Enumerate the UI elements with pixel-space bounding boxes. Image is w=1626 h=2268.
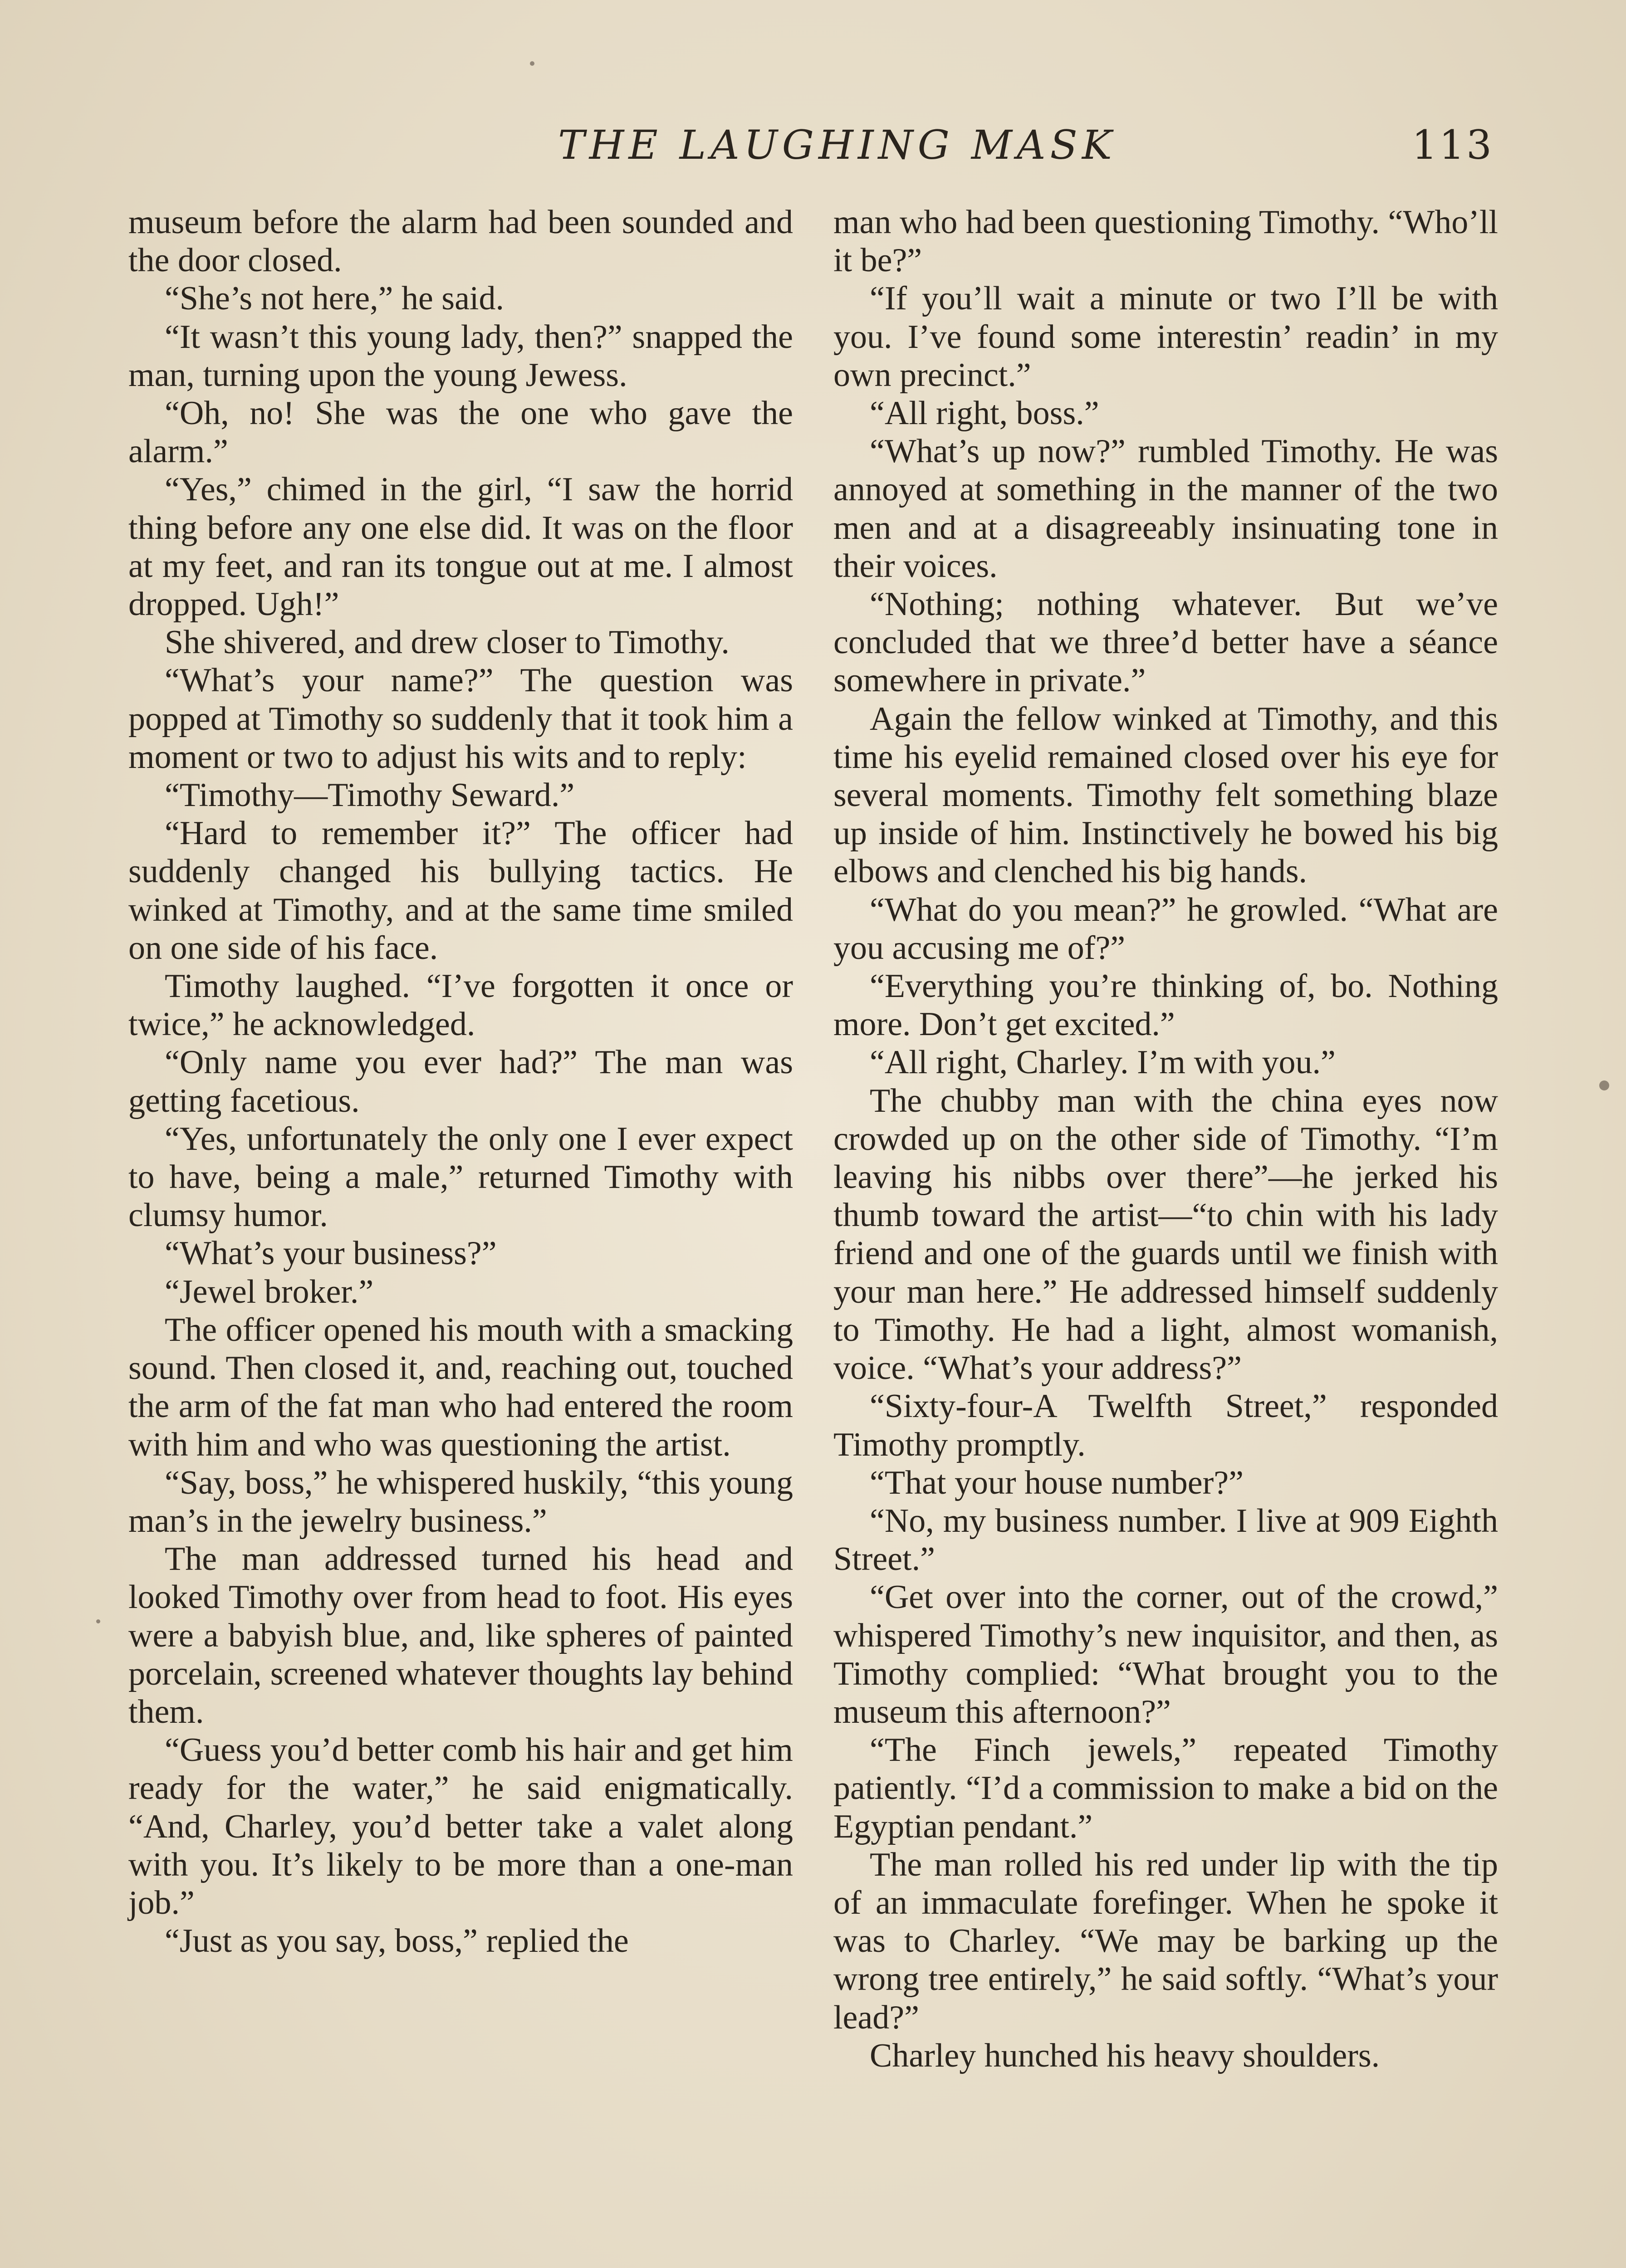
paragraph: “She’s not here,” he said.: [165, 280, 504, 318]
paragraph: “No, my business number. I live at 909 Eighth Street.”: [833, 1502, 1498, 1578]
left-column: [128, 203, 793, 1960]
paragraph: museum before the alarm had been sounded and the door closed.: [128, 204, 793, 279]
paragraph: “The Finch jewels,” repeated Timothy patiently. “I’d a commission to make a bid on the Egyptian pendant.”: [833, 1731, 1498, 1845]
paragraph: “Oh, no! She was the one who gave the alarm.”: [128, 395, 793, 470]
paragraph: “If you’ll wait a minute or two I’ll be with you. I’ve found some interestin’ readin’ in my own precinct.”: [833, 280, 1498, 394]
paper-speck: [1599, 1080, 1609, 1090]
paper-speck: [96, 1619, 100, 1623]
paragraph: “Hard to remember it?” The officer had suddenly changed his bullying tactics. He winked at Timothy, and at the same time smiled on one side of his face.: [128, 815, 793, 967]
running-header: [0, 122, 1626, 176]
paragraph: She shivered, and drew closer to Timothy.: [165, 624, 730, 661]
paragraph: “All right, Charley. I’m with you.”: [870, 1044, 1336, 1081]
paragraph: The officer opened his mouth with a smacking sound. Then closed it, and, reaching out, touched the arm of the fat man who had entered the room with him and who was questioning the artist.: [128, 1311, 793, 1463]
paragraph: “Timothy—Timothy Seward.”: [165, 777, 575, 814]
running-title: THE LAUGHING MASK: [558, 122, 1117, 168]
paragraph: “Nothing; nothing whatever. But we’ve concluded that we three’d better have a séance somewhere in private.”: [833, 586, 1498, 699]
paragraph: The man rolled his red under lip with the tip of an immaculate forefinger. When he spoke it was to Charley. “We may be barking up the wrong tree entirely,” he said softly. “What’s your lead?”: [833, 1846, 1498, 2036]
paragraph: “That your house number?”: [870, 1464, 1244, 1501]
paragraph: “Say, boss,” he whispered huskily, “this young man’s in the jewelry business.”: [128, 1464, 793, 1540]
paragraph: “Jewel broker.”: [165, 1273, 374, 1310]
paragraph: “It wasn’t this young lady, then?” snapped the man, turning upon the young Jewess.: [128, 318, 793, 394]
paragraph: man who had been questioning Timothy. “Who’ll it be?”: [833, 204, 1498, 279]
paragraph: “Just as you say, boss,” replied the: [165, 1922, 629, 1960]
paragraph: Again the fellow winked at Timothy, and this time his eyelid remained closed over his eye for several moments. Timothy felt something blaze up inside of him. Instinctively he bowed his big elbows and clenched his big hands.: [833, 700, 1498, 890]
paragraph: The chubby man with the china eyes now crowded up on the other side of Timothy. “I’m leaving his nibbs over there”—he jerked his thumb toward the artist—“to chin with his lady friend and one of the guards until we finish with your man here.” He addressed himself suddenly to Timothy. He had a light, almost womanish, voice. “What’s your address?”: [833, 1082, 1498, 1387]
paper-speck: [530, 61, 534, 66]
paragraph: “Everything you’re thinking of, bo. Nothing more. Don’t get excited.”: [833, 968, 1498, 1043]
paragraph: “Guess you’d better comb his hair and get him ready for the water,” he said enigmatically. “And, Charley, you’d better take a valet along with you. It’s likely to be more than a one-man job.”: [128, 1731, 793, 1921]
paragraph: Charley hunched his heavy shoulders.: [870, 2037, 1380, 2074]
right-column: [833, 203, 1498, 2075]
paragraph: “Get over into the corner, out of the crowd,” whispered Timothy’s new inquisitor, and then, as Timothy complied: “What brought you to the museum this afternoon?”: [833, 1579, 1498, 1730]
paragraph: “What’s your name?” The question was popped at Timothy so suddenly that it took him a moment or two to adjust his wits and to reply:: [128, 662, 793, 776]
paragraph: “What’s your business?”: [165, 1235, 497, 1272]
paragraph: “Only name you ever had?” The man was getting facetious.: [128, 1044, 793, 1119]
paragraph: The man addressed turned his head and looked Timothy over from head to foot. His eyes were a babyish blue, and, like spheres of painted porcelain, screened whatever thoughts lay behind them.: [128, 1540, 793, 1730]
paragraph: “All right, boss.”: [870, 395, 1099, 432]
paragraph: “What do you mean?” he growled. “What are you accusing me of?”: [833, 891, 1498, 967]
paragraph: “Yes, unfortunately the only one I ever expect to have, being a male,” returned Timothy with clumsy humor.: [128, 1120, 793, 1234]
paragraph: “Sixty-four-A Twelfth Street,” responded Timothy promptly.: [833, 1388, 1498, 1463]
paragraph: “Yes,” chimed in the girl, “I saw the horrid thing before any one else did. It was on the floor at my feet, and ran its tongue out at me. I almost dropped. Ugh!”: [128, 471, 793, 623]
paragraph: “What’s up now?” rumbled Timothy. He was annoyed at something in the manner of the two men and at a disagreeably insinuating tone in their voices.: [833, 433, 1498, 585]
paragraph: Timothy laughed. “I’ve forgotten it once or twice,” he acknowledged.: [128, 968, 793, 1043]
page-number: 113: [1412, 122, 1494, 168]
